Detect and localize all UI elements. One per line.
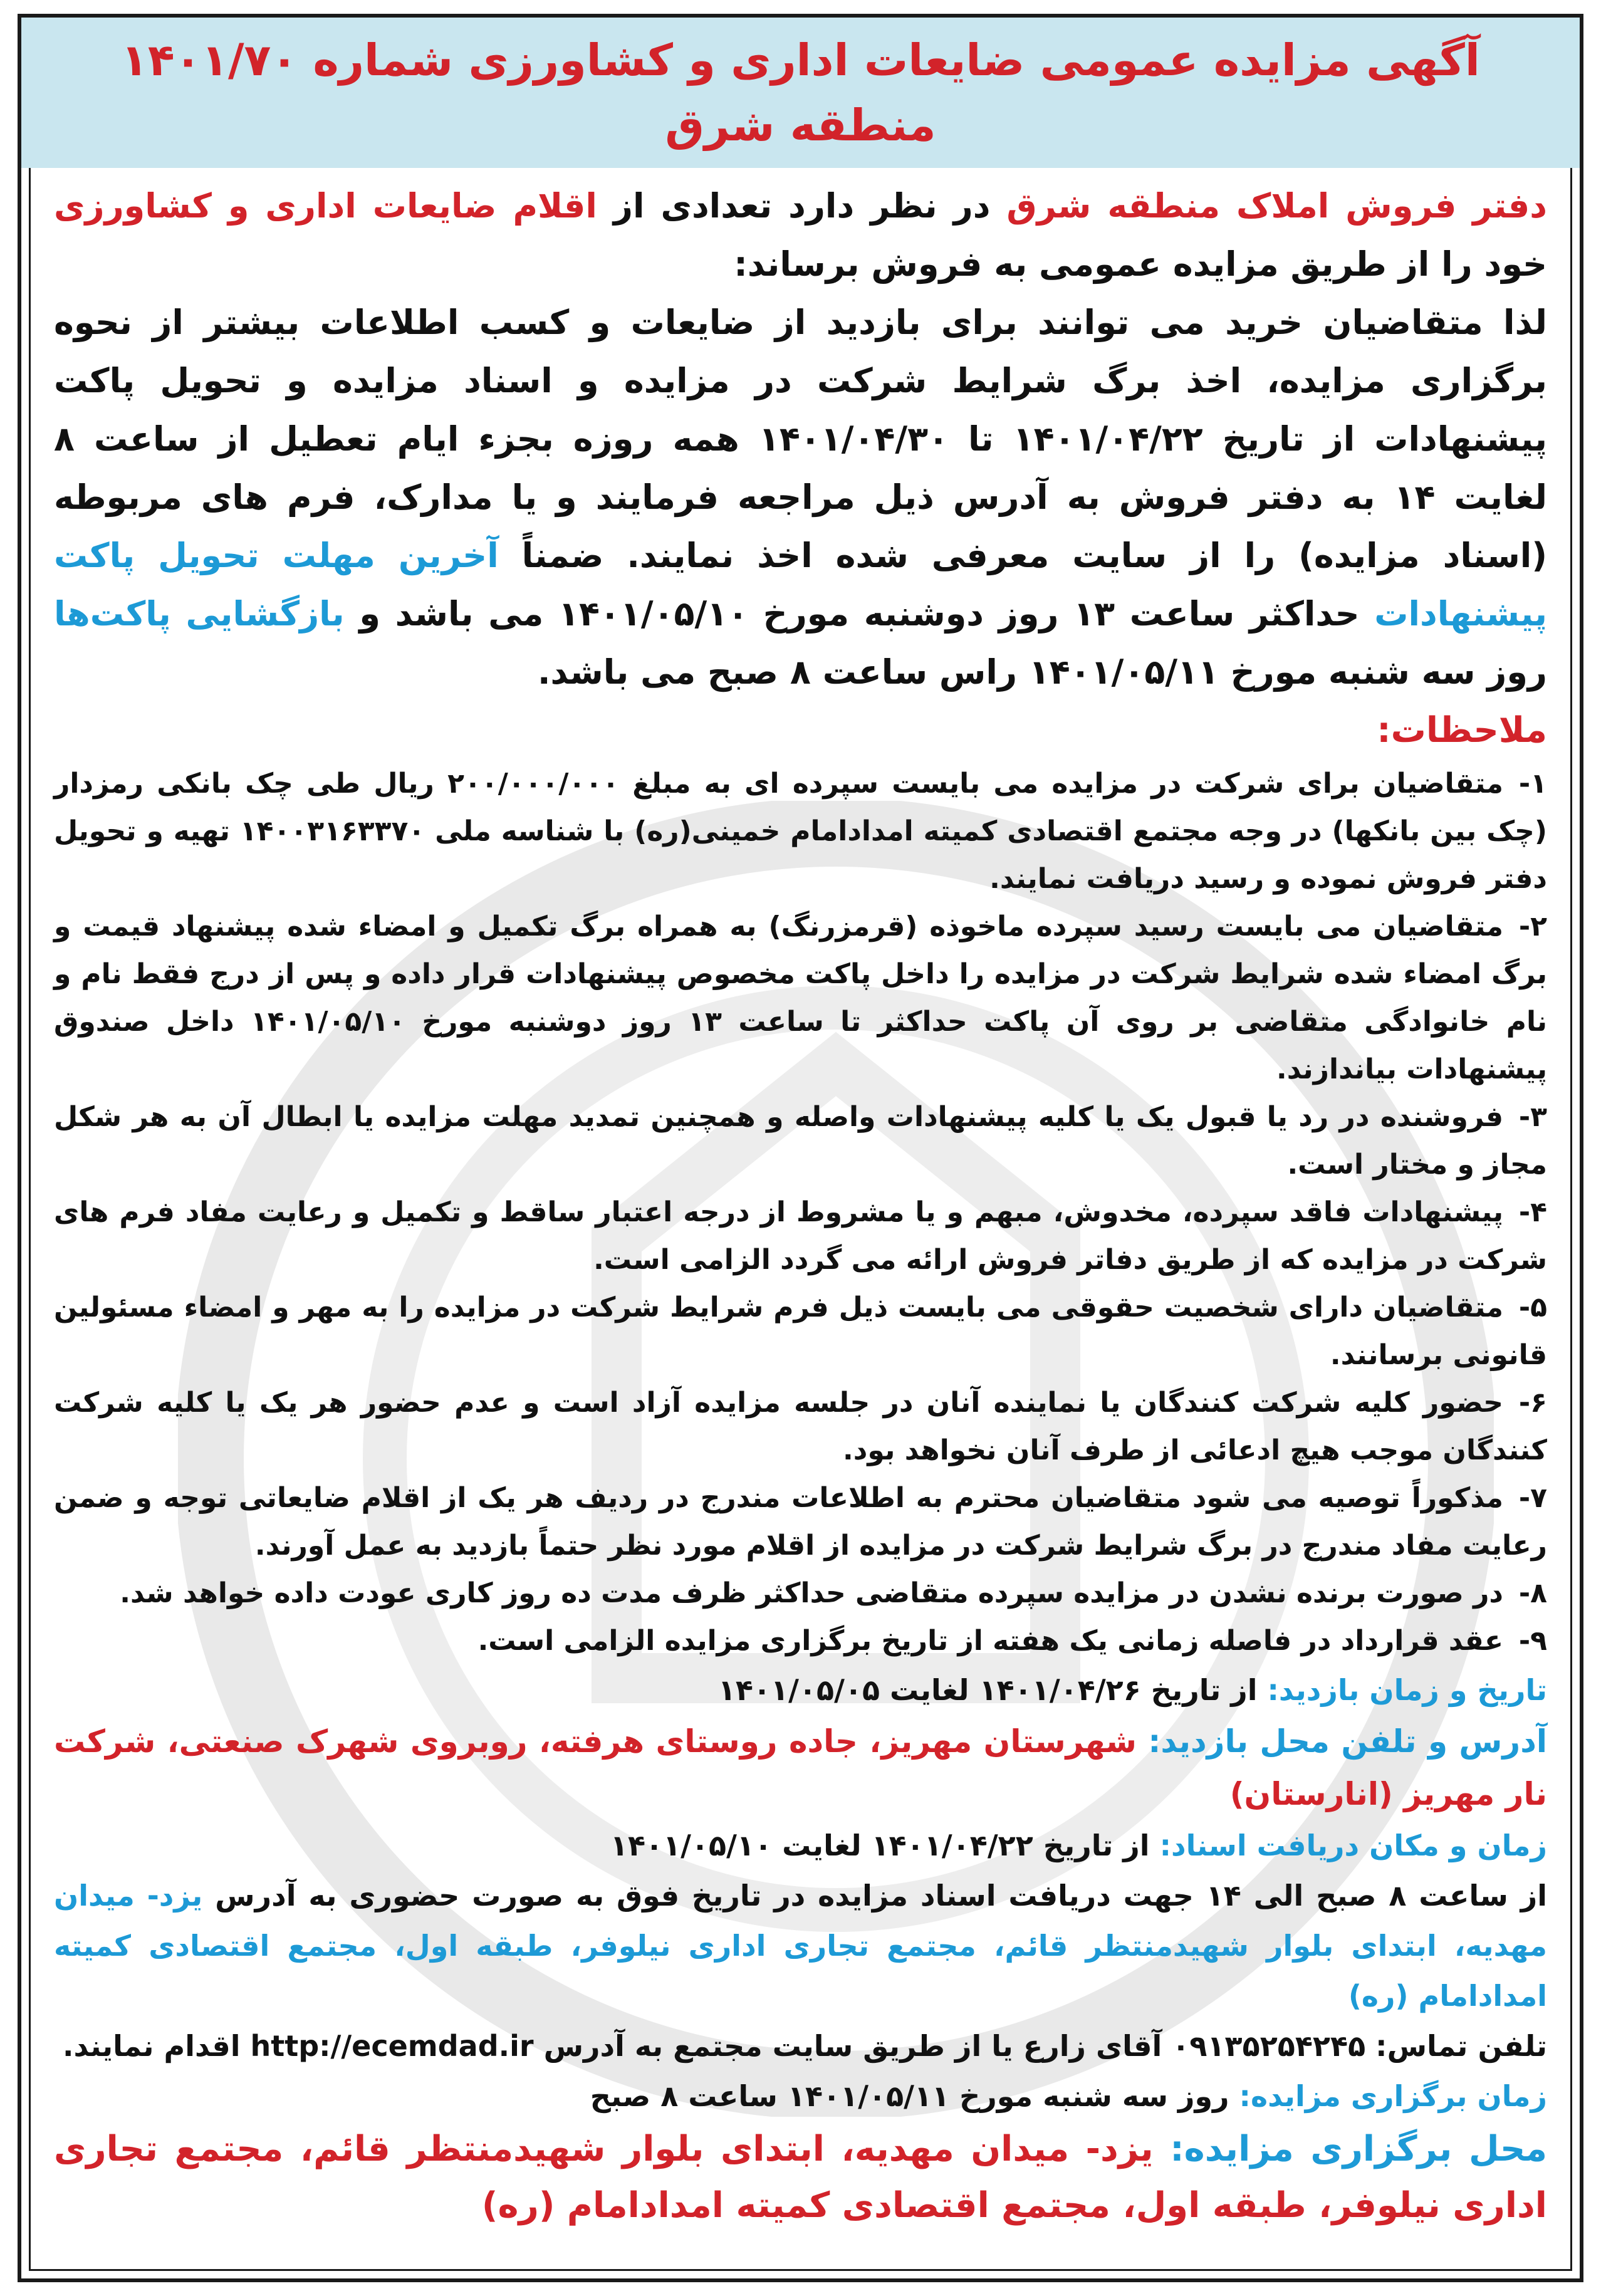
visit-address-label: آدرس و تلفن محل بازدید: — [1136, 1723, 1547, 1760]
docs-details — [54, 1871, 1547, 2021]
docs-label: زمان و مکان دریافت اسناد: — [1149, 1829, 1547, 1862]
note-text: مذکوراً توصیه می شود متقاضیان محترم به اطلاعات مندرج در ردیف هر یک از اقلام ضایعاتی توجه و ضمن رعایت مفاد مندرج در برگ شرایط شرکت در مزایده از اقلام مورد نظر حتماً بازدید به عمل آورند. — [54, 1482, 1547, 1562]
auction-time-label: زمان برگزاری مزایده: — [1229, 2079, 1547, 2113]
auction-place — [54, 2121, 1547, 2234]
note-number: ۱- — [1518, 768, 1547, 800]
note-item — [54, 760, 1547, 903]
visit-date-value: از تاریخ ۱۴۰۱/۰۴/۲۶ لغایت ۱۴۰۱/۰۵/۰۵ — [717, 1673, 1258, 1707]
intro-opening-label: بازگشایی پاکت‌ها — [54, 594, 345, 634]
intro-deadline-label: آخرین مهلت تحویل پاکت پیشنهادات — [54, 536, 1547, 634]
note-text: پیشنهادات فاقد سپرده، مخدوش، مبهم و یا مشروط از درجه اعتبار ساقط و تکمیل و رعایت مفاد فرم های شرکت در مزایده که از طریق دفاتر فروش ارائه می گردد الزامی است. — [54, 1196, 1547, 1276]
intro-org: دفتر فروش املاک منطقه شرق — [1006, 186, 1548, 226]
auction-place-label: محل برگزاری مزایده: — [1153, 2129, 1547, 2169]
note-item — [54, 1617, 1547, 1665]
note-text: متقاضیان می بایست رسید سپرده ماخوذه (قرمزرنگ) به همراه برگ تکمیل و امضاء شده پیشنهاد قیمت و برگ امضاء شده شرایط شرکت در مزایده را داخل پاکت مخصوص پیشنهادات قرار داده و پس از درج فقط نام و نام خانوادگی متقاضی بر روی آن پاکت حداکثر تا ساعت ۱۳ روز دوشنبه مورخ ۱۴۰۱/۰۵/۱۰ داخل صندوق پیشنهادات بیاندازند. — [54, 911, 1547, 1085]
note-text: حضور کلیه شرکت کنندگان یا نماینده آنان در جلسه مزایده آزاد است و عدم حضور هر یک یا کلیه شرکت کنندگان موجب هیچ ادعائی از طرف آنان نخواهد بود. — [54, 1387, 1547, 1466]
intro-text-1: در نظر دارد تعدادی از — [597, 186, 1007, 226]
visit-address — [54, 1715, 1547, 1820]
note-number: ۹- — [1518, 1625, 1547, 1657]
notes-list — [54, 760, 1547, 1665]
note-text: عقد قرارداد در فاصله زمانی یک هفته از تاریخ برگزاری مزایده الزامی است. — [477, 1625, 1503, 1657]
contact-phone: تلفن تماس: ۰۹۱۳۵۲۵۴۲۴۵ آقای زارع یا از طریق سایت مجتمع به آدرس — [533, 2029, 1547, 2063]
visit-address-value: شهرستان مهریز، جاده روستای هرفته، روبروی شهرک صنعتی، شرکت نار مهریز (انارستان) — [54, 1723, 1547, 1812]
intro-items: اقلام ضایعات اداری و کشاورزی — [54, 186, 597, 226]
docs-info — [54, 1820, 1547, 1871]
note-text: در صورت برنده نشدن در مزایده سپرده متقاضی حداکثر ظرف مدت ده روز کاری عودت داده خواهد شد. — [120, 1577, 1503, 1609]
note-item — [54, 1284, 1547, 1379]
auction-time-value: روز سه شنبه مورخ ۱۴۰۱/۰۵/۱۱ ساعت ۸ صبح — [590, 2079, 1229, 2113]
notice-page — [18, 14, 1583, 2282]
notice-title: آگهی مزایده عمومی ضایعات اداری و کشاورزی شماره ۱۴۰۱/۷۰ منطقه شرق — [21, 18, 1580, 168]
visit-date-label: تاریخ و زمان بازدید: — [1257, 1673, 1547, 1707]
note-number: ۶- — [1518, 1387, 1547, 1419]
intro-text-5: روز سه شنبه مورخ ۱۴۰۱/۰۵/۱۱ راس ساعت ۸ صبح می باشد. — [537, 652, 1547, 692]
note-number: ۵- — [1518, 1292, 1547, 1323]
intro-text-4: حداکثر ساعت ۱۳ روز دوشنبه مورخ ۱۴۰۱/۰۵/۱۰ می باشد و — [344, 594, 1375, 634]
note-number: ۴- — [1518, 1196, 1547, 1228]
docs-value: از تاریخ ۱۴۰۱/۰۴/۲۲ لغایت ۱۴۰۱/۰۵/۱۰ — [610, 1829, 1150, 1862]
note-number: ۸- — [1518, 1577, 1547, 1609]
intro-text-3: لذا متقاضیان خرید می توانند برای بازدید از ضایعات و کسب اطلاعات بیشتر از نحوه برگزاری مزایده، اخذ برگ شرایط شرکت در مزایده و اسناد مزایده و تحویل پاکت پیشنهادات از تاریخ ۱۴۰۱/۰۴/۲۲ تا ۱۴۰۱/۰۴/۳۰ همه روزه بجزء ایام تعطیل از ساعت ۸ لغایت ۱۴ به دفتر فروش به آدرس ذیل مراجعه فرمایند و یا مدارک، فرم های مربوطه (اسناد مزایده) را از سایت معرفی شده اخذ نمایند. ضمناً — [54, 303, 1548, 575]
note-text: فروشنده در رد یا قبول یک یا کلیه پیشنهادات واصله و همچنین تمدید مهلت مزایده یا ابطال آن به هر شکل مجاز و مختار است. — [54, 1101, 1547, 1181]
note-text: متقاضیان دارای شخصیت حقوقی می بایست ذیل فرم شرایط شرکت در مزایده را به مهر و امضاء مسئولین قانونی برسانند. — [54, 1292, 1547, 1371]
intro-text-2: خود را از طریق مزایده عمومی به فروش برساند: — [734, 244, 1547, 284]
notes-title: ملاحظات: — [1377, 710, 1547, 751]
contact-line — [54, 2021, 1547, 2071]
note-number: ۲- — [1518, 911, 1547, 942]
note-item — [54, 1189, 1547, 1284]
notice-content — [21, 18, 1580, 2234]
note-number: ۷- — [1518, 1482, 1547, 1514]
ecemdad-link[interactable]: http://ecemdad.ir — [250, 2029, 534, 2063]
visit-date — [54, 1665, 1547, 1715]
note-item — [54, 1474, 1547, 1570]
docs-address: یزد- میدان مهدیه، ابتدای بلوار شهیدمنتظر قائم، مجتمع تجاری اداری نیلوفر، طبقه اول، مجتمع اقتصادی کمیته امدادامام (ره) — [54, 1879, 1547, 2013]
auction-place-value: یزد- میدان مهدیه، ابتدای بلوار شهیدمنتظر قائم، مجتمع تجاری اداری نیلوفر، طبقه اول، مجتمع اقتصادی کمیته امدادامام (ره) — [54, 2129, 1547, 2226]
note-item — [54, 1570, 1547, 1617]
note-item — [54, 1379, 1547, 1474]
note-number: ۳- — [1518, 1101, 1547, 1133]
note-item — [54, 903, 1547, 1093]
note-text: متقاضیان برای شرکت در مزایده می بایست سپرده ای به مبلغ ۲۰۰/۰۰۰/۰۰۰ ریال طی چک بانکی رمزدار (چک بین بانکها) در وجه مجتمع اقتصادی کمیته امدادامام خمینی(ره) با شناسه ملی ۱۴۰۰۳۱۶۳۳۷۰ تهیه و تحویل دفتر فروش نموده و رسید دریافت نمایند. — [54, 768, 1547, 895]
contact-tail: اقدام نمایند. — [63, 2029, 251, 2063]
note-item — [54, 1093, 1547, 1189]
docs-line2: از ساعت ۸ صبح الی ۱۴ جهت دریافت اسناد مزایده در تاریخ فوق به صورت حضوری به آدرس — [202, 1879, 1548, 1912]
intro-paragraph — [54, 177, 1547, 701]
auction-time — [54, 2071, 1547, 2121]
